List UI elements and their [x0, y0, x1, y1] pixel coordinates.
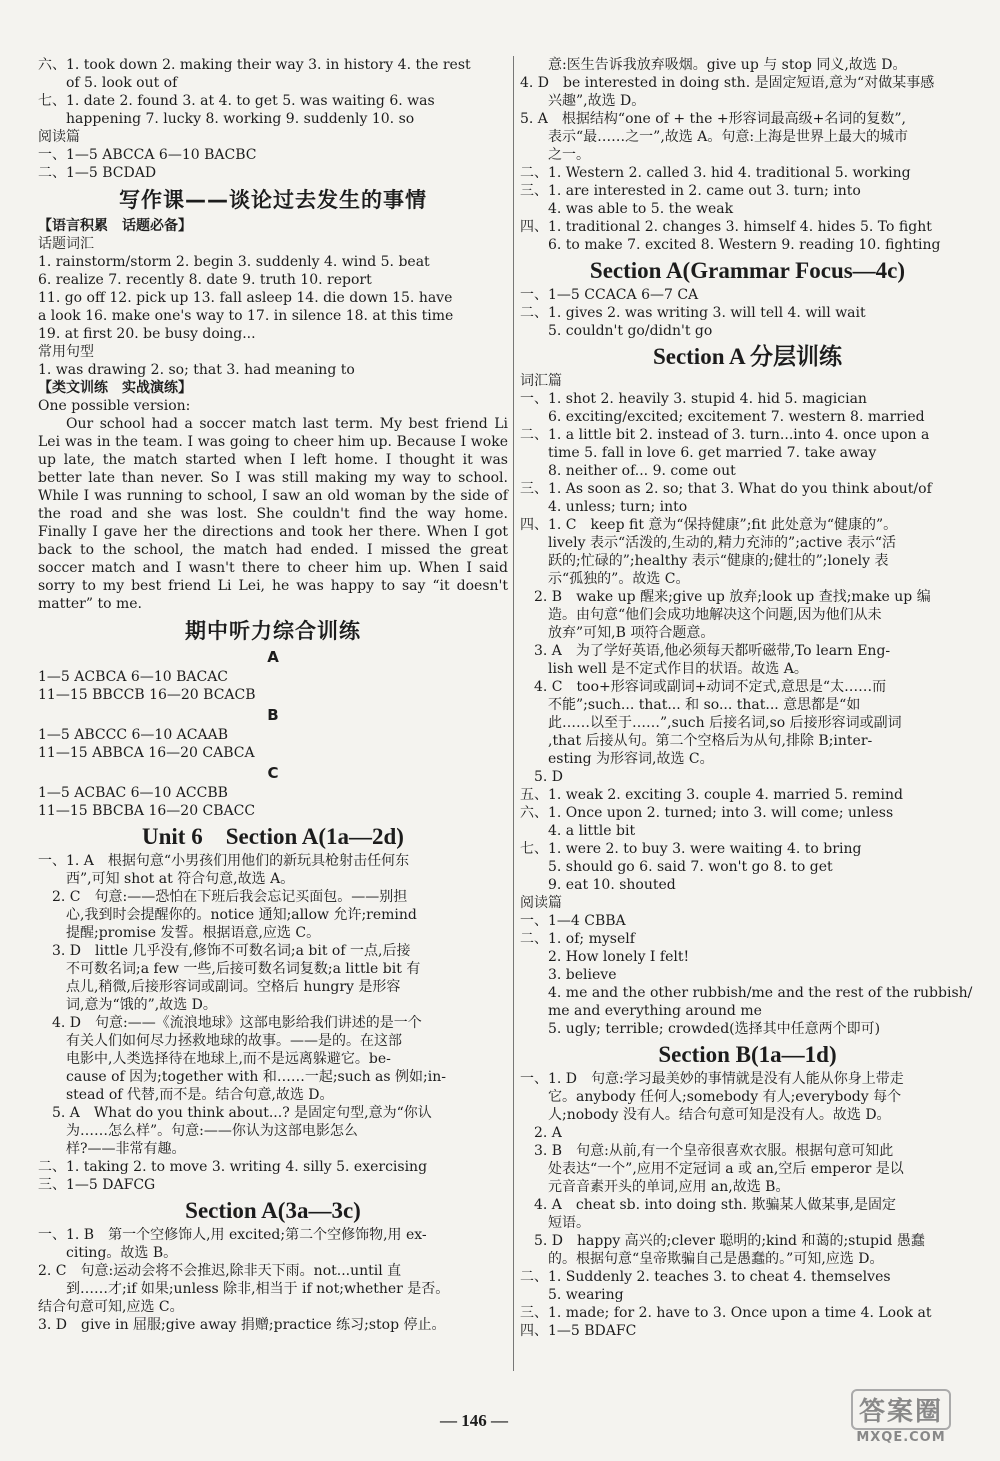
text-line: 七、1. date 2. found 3. at 4. to get 5. was waiting 6. was [38, 93, 435, 109]
text-line: 人;nobody 没有人。结合句意可知是没有人。故选 D。 [548, 1107, 891, 1123]
text-line: 词,意为“饿的”,故选 D。 [66, 997, 217, 1013]
text-line: 5. ugly; terrible; crowded(选择其中任意两个即可) [548, 1021, 881, 1037]
text-line: 2. C 句意:——恐怕在下班后我会忘记买面包。——别担 [52, 889, 408, 905]
text-line: 之一。 [548, 147, 590, 163]
section-heading: Section B(1a—1d) [658, 1042, 837, 1067]
text-line: 二、1—5 BCDAD [38, 165, 157, 181]
text-line: 3. D give in 屈服;give away 捐赠;practice 练习;stop 停止。 [38, 1317, 446, 1333]
text-line: a look 16. make one's way to 17. in silence 18. at this time [38, 308, 454, 324]
text-line: 4. a little bit [548, 823, 636, 839]
text-line: 4. C too+形容词或副词+动词不定式,意思是“太……而 [534, 679, 887, 695]
text-line: 1. rainstorm/storm 2. begin 3. suddenly 4. wind 5. beat [38, 254, 430, 270]
section-heading: 期中听力综合训练 [185, 619, 361, 643]
section-heading: Section A(Grammar Focus—4c) [589, 258, 906, 283]
text-line: 6. exciting/excited; excitement 7. western 8. married [548, 409, 925, 425]
text-line: 话题词汇 [38, 236, 94, 252]
text-line: 1. was drawing 2. so; that 3. had meaning to [38, 362, 355, 378]
text-line: 19. at first 20. be busy doing... [38, 326, 256, 342]
text-line: 二、1. gives 2. was writing 3. will tell 4. will wait [520, 305, 866, 321]
text-line: time 5. fall in love 6. get married 7. take away [548, 445, 877, 461]
text-line: 4. D 句意:——《流浪地球》这部电影给我们讲述的是一个 [52, 1015, 422, 1031]
text-line: cause of 因为;together with 和……一起;such as 例如;in- [66, 1069, 446, 1085]
text-line: 三、1. As soon as 2. so; that 3. What do you think about/of [520, 481, 932, 497]
text-line: 三、1—5 DAFCG [38, 1177, 156, 1193]
text-line: 二、1. Western 2. called 3. hid 4. traditional 5. working [520, 165, 911, 181]
text-line: 三、1. are interested in 2. came out 3. turn; into [520, 183, 861, 199]
text-line: 样?——非常有趣。 [66, 1141, 186, 1157]
text-line: 元音音素开头的单词,应用 an,故选 B。 [548, 1179, 790, 1195]
text-line: 一、1—5 ABCCA 6—10 BACBC [38, 147, 257, 163]
text-line: 示“孤独的”。故选 C。 [548, 571, 690, 587]
text-line: 5. wearing [548, 1287, 624, 1303]
text-line: 此……以至于……”,such 后接名词,so 后接形容词或副词 [548, 715, 902, 731]
text-line: 短语。 [548, 1215, 590, 1231]
text-line: 3. B 句意:从前,有一个皇帝很喜欢衣服。根据句意可知此 [534, 1143, 894, 1159]
text-line: 三、1. made; for 2. have to 3. Once upon a time 4. Look at [520, 1305, 932, 1321]
text-line: 四、1. traditional 2. changes 3. himself 4. hides 5. To fight [520, 219, 932, 235]
text-line: 6. to make 7. excited 8. Western 9. reading 10. fighting [548, 237, 941, 253]
section-heading: Section A(3a—3c) [185, 1198, 361, 1223]
text-line: 5. should go 6. said 7. won't go 8. to get [548, 859, 833, 875]
text-line: 点儿,稍微,后接形容词或副词。空格后 hungry 是形容 [66, 979, 401, 995]
text-line: 六、1. Once upon 2. turned; into 3. will come; unless [520, 805, 894, 821]
text-line: 5. couldn't go/didn't go [548, 323, 713, 339]
text-line: 阅读篇 [38, 129, 80, 145]
part-heading: A [267, 648, 279, 666]
text-line: 四、1—5 BDAFC [520, 1323, 637, 1339]
text-line: 3. A 为了学好英语,他必须每天都听磁带,To learn Eng- [534, 643, 891, 659]
text-line: 二、1. Suddenly 2. teaches 3. to cheat 4. themselves [520, 1269, 891, 1285]
text-line: 2. How lonely I felt! [548, 949, 690, 965]
text-line: 4. me and the other rubbish/me and the rest of the rubbish/ [548, 985, 973, 1001]
text-line: 二、1. a little bit 2. instead of 3. turn...into 4. once upon a [520, 427, 930, 443]
text-line: 常用句型 [38, 344, 94, 360]
text-line: 它。anybody 任何人;somebody 有人;everybody 每个 [548, 1089, 902, 1105]
text-line: 6. realize 7. recently 8. date 9. truth 10. report [38, 272, 372, 288]
text-line: 结合句意可知,应选 C。 [38, 1299, 184, 1315]
text-line: 表示“最……之一”,故选 A。句意:上海是世界上最大的城市 [548, 129, 909, 145]
text-line: 到……才;if 如果;unless 除非,相当于 if not;whether 是否。 [66, 1281, 450, 1297]
text-line: 3. believe [548, 967, 617, 983]
text-line: 跃的;忙碌的”;healthy 表示“健康的;健壮的”;lonely 表 [548, 553, 889, 569]
text-line: 不能”;such... that... 和 so... that... 意思都是“如 [548, 697, 861, 713]
watermark-cn: 答案圈 [851, 1389, 951, 1430]
text-line: lively 表示“活泼的,生动的,精力充沛的”;active 表示“活 [548, 535, 897, 551]
text-line: 4. D be interested in doing sth. 是固定短语,意为“对做某事感 [520, 75, 935, 91]
text-line: 提醒;promise 发誓。根据语意,应选 C。 [66, 925, 321, 941]
page-number: — 146 — [440, 1411, 508, 1430]
text-line: 电影中,人类选择待在地球上,而不是远离躲避它。be- [66, 1051, 391, 1067]
text-line: 5. A What do you think about...? 是固定句型,意为“你认 [52, 1105, 432, 1121]
text-line: 9. eat 10. shouted [548, 877, 676, 893]
text-line: 放弃”可知,B 项符合题意。 [548, 625, 715, 641]
part-heading: B [267, 706, 279, 724]
text-line: 二、1. taking 2. to move 3. writing 4. silly 5. exercising [38, 1159, 428, 1175]
text-line: 造。由句意“他们会成功地解决这个问题,因为他们从未 [548, 607, 882, 623]
text-line: One possible version: [38, 398, 191, 414]
text-line: 阅读篇 [520, 895, 562, 911]
section-heading: 写作课——谈论过去发生的事情 [119, 188, 427, 212]
text-line: citing。故选 B。 [66, 1245, 178, 1261]
text-line: 5. A 根据结构“one of + the +形容词最高级+名词的复数”, [520, 111, 906, 127]
text-line: 2. B wake up 醒来;give up 放弃;look up 查找;make up 编 [534, 589, 931, 605]
text-line: esting 为形容词,故选 C。 [548, 751, 714, 767]
text-line: 4. unless; turn; into [548, 499, 688, 515]
text-line: 一、1. B 第一个空修饰人,用 excited;第二个空修饰物,用 ex- [38, 1227, 427, 1243]
column-divider [513, 56, 514, 1371]
text-line: 意:医生告诉我放弃吸烟。give up 与 stop 同义,故选 D。 [548, 57, 907, 73]
text-line: 11—15 BBCBA 16—20 CBACC [38, 803, 256, 819]
text-line: 兴趣”,故选 D。 [548, 93, 646, 109]
text-line: happening 7. lucky 8. working 9. suddenly 10. so [66, 111, 415, 127]
text-line: 1—5 ABCCC 6—10 ACAAB [38, 727, 229, 743]
essay-paragraph: Our school had a soccer match last term. My best friend Li Lei was in the team. I was going to cheer him up. Because I woke up late, the match started when I left home. I thought it was better late than never. So I was still making my way to school. While I was running to school, I saw an old woman by the side of the road and she was lost. She couldn't find the way home. Finally I gave her the directions and took her there. When I got back to the school, the match had ended. I missed the great soccer match and I wasn't there to cheer him up. When I said sorry to my best friend Li Lei, he was happy to say “it doesn't matter” to me. [38, 416, 508, 612]
text-line: 2. C 句意:运动会将不会推迟,除非天下雨。not...until 直 [38, 1263, 402, 1279]
watermark-logo [826, 1389, 976, 1449]
text-line: 一、1. D 句意:学习最美妙的事情就是没有人能从你身上带走 [520, 1071, 904, 1087]
text-line: 11. go off 12. pick up 13. fall asleep 14. die down 15. have [38, 290, 453, 306]
text-line: 一、1—5 CCACA 6—7 CA [520, 287, 699, 303]
text-line: 11—15 BBCCB 16—20 BCACB [38, 687, 256, 703]
subsection-heading: 【语言积累 话题必备】 [38, 218, 192, 234]
text-line: 的。根据句意“皇帝欺骗自己是愚蠢的。”可知,应选 D。 [548, 1251, 884, 1267]
text-line: ,that 后接从句。第二个空格后为从句,排除 B;inter- [548, 733, 873, 749]
text-line: 4. A cheat sb. into doing sth. 欺骗某人做某事,是固定 [534, 1197, 897, 1213]
text-line: 六、1. took down 2. making their way 3. in history 4. the rest [38, 57, 471, 73]
text-line: me and everything around me [548, 1003, 762, 1019]
text-line: 3. D little 几乎没有,修饰不可数名词;a bit of 一点,后接 [52, 943, 411, 959]
text-line: 四、1. C keep fit 意为“保持健康”;fit 此处意为“健康的”。 [520, 517, 898, 533]
text-line: 不可数名词;a few 一些,后接可数名词复数;a little bit 有 [66, 961, 421, 977]
text-line: 8. neither of... 9. come out [548, 463, 736, 479]
text-line: 1—5 ACBAC 6—10 ACCBB [38, 785, 228, 801]
text-line: lish well 是不定式作目的状语。故选 A。 [548, 661, 808, 677]
text-line: 2. A [534, 1125, 562, 1141]
text-line: stead of 代替,而不是。结合句意,故选 D。 [66, 1087, 334, 1103]
text-line: 为……怎么样”。句意:——你认为这部电影怎么 [66, 1123, 358, 1139]
text-line: 一、1. A 根据句意“小男孩们用他们的新玩具枪射击任何东 [38, 853, 410, 869]
text-line: 5. D [534, 769, 564, 785]
subsection-heading: 【类文训练 实战演练】 [38, 380, 192, 396]
text-line: of 5. look out of [66, 75, 178, 91]
text-line: 1—5 ACBCA 6—10 BACAC [38, 669, 229, 685]
text-line: 七、1. were 2. to buy 3. were waiting 4. to bring [520, 841, 862, 857]
left-column [38, 56, 508, 1334]
text-line: 11—15 ABBCA 16—20 CABCA [38, 745, 255, 761]
text-line: 五、1. weak 2. exciting 3. couple 4. married 5. remind [520, 787, 903, 803]
text-line: 5. D happy 高兴的;clever 聪明的;kind 和蔼的;stupid 愚蠢 [534, 1233, 925, 1249]
text-line: 词汇篇 [520, 373, 562, 389]
text-line: 4. was able to 5. the weak [548, 201, 734, 217]
text-line: 心,我到时会提醒你的。notice 通知;allow 允许;remind [66, 907, 417, 923]
text-line: 二、1. of; myself [520, 931, 635, 947]
section-heading: Unit 6 Section A(1a—2d) [142, 824, 404, 849]
text-line: 一、1. shot 2. heavily 3. stupid 4. hid 5. magician [520, 391, 867, 407]
part-heading: C [267, 764, 279, 782]
text-line: 处表达“一个”,应用不定冠词 a 或 an,空后 emperor 是以 [548, 1161, 904, 1177]
text-line: 有关人们如何尽力拯救地球的故事。——是的。在这部 [66, 1033, 402, 1049]
section-heading: Section A 分层训练 [652, 344, 843, 369]
text-line: 一、1—4 CBBA [520, 913, 626, 929]
right-column [520, 56, 975, 1340]
text-line: 西”,可知 shot at 符合句意,故选 A。 [66, 871, 295, 887]
watermark-en: MXQE.COM [856, 1430, 946, 1445]
